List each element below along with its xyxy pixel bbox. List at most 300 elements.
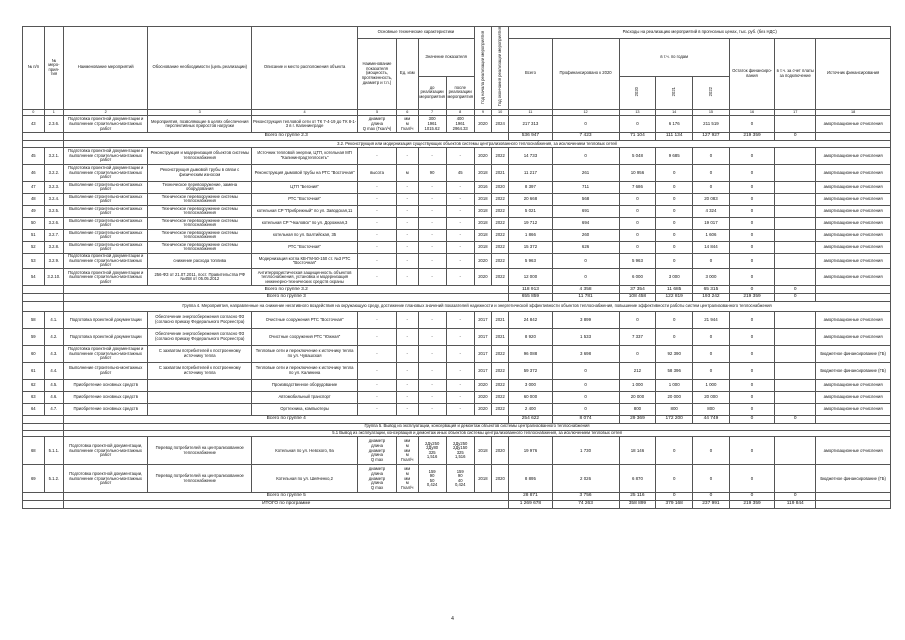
table-cell: 2022 [492, 403, 509, 415]
total-row [23, 294, 891, 302]
table-cell: мм м Гкал/ч [396, 116, 418, 133]
total-value: 28 871 [509, 493, 552, 501]
table-cell: 0 [729, 403, 774, 415]
table-cell: - [396, 269, 418, 286]
table-cell: 0 [729, 229, 774, 241]
table-cell [775, 403, 816, 415]
table-cell: - [358, 379, 397, 391]
table-cell: 0 [693, 253, 730, 269]
header-cell: Описание и место расположения объекта [252, 27, 358, 110]
table-cell: 3.2.4. [44, 193, 63, 205]
table-cell: - [358, 205, 397, 217]
table-cell: амортизационные отчисления [816, 328, 891, 345]
table-cell [148, 379, 252, 391]
table-cell: - [418, 217, 446, 229]
table-cell: 2018 [474, 164, 491, 181]
header-group: в т.ч. по годам [619, 38, 729, 76]
table-cell: 2020 [474, 391, 491, 403]
table-cell: 1 606 [693, 229, 730, 241]
table-cell: 11 217 [509, 164, 552, 181]
table-cell: - [446, 217, 474, 229]
table-cell [775, 164, 816, 181]
table-cell: 45 [446, 164, 474, 181]
table-cell: 62 [23, 379, 45, 391]
column-index: 6 [396, 109, 418, 116]
header-group: Основные технические характеристики [358, 27, 475, 39]
table-cell: диаметр длина диаметр длина Q max [358, 465, 397, 493]
table-cell: 0 [552, 147, 619, 164]
table-cell: РТС "Восточная" [252, 193, 358, 205]
header-cell: после реализации мероприятия [446, 76, 474, 109]
table-cell: С захватом потребителей к построенному источнику тепла [148, 345, 252, 362]
table-cell: - [446, 241, 474, 253]
table-cell: 5 963 [619, 253, 656, 269]
total-value: 37 354 [619, 286, 656, 294]
table-row [23, 181, 891, 193]
table-cell: амортизационные отчисления [816, 269, 891, 286]
table-cell: 19 017 [693, 217, 730, 229]
header-group: Расходы на реализацию мероприятий в прогнозных ценах, тыс. руб. (без НДС) [509, 27, 891, 39]
table-cell: 2022 [492, 269, 509, 286]
table-cell: 61 [23, 362, 45, 379]
table-cell: 4 324 [693, 205, 730, 217]
table-cell: Перевод потребителей на централизованное теплоснабжение [148, 437, 252, 465]
table-cell: Техническое перевооружение системы теплоснабжения [148, 217, 252, 229]
table-cell [775, 465, 816, 493]
table-cell: Подготовка проектной документации и выполнение строительно-монтажных работ [64, 164, 148, 181]
table-cell: Котельная по ул. Невского, 9а [252, 437, 358, 465]
table-cell: 626 [552, 241, 619, 253]
header-cell: 2021 [656, 76, 693, 109]
table-cell: 64 [23, 403, 45, 415]
total-value: 44 749 [693, 415, 730, 423]
table-cell: 19 712 [509, 217, 552, 229]
table-cell: 3.2.2. [44, 164, 63, 181]
table-cell: снижение расхода топлива [148, 253, 252, 269]
table-cell [775, 437, 816, 465]
table-cell: Выполнение строительно-монтажных работ [64, 229, 148, 241]
total-label: ИТОГО по программе [64, 501, 509, 509]
table-row [23, 328, 891, 345]
table-cell: 260 [552, 229, 619, 241]
table-cell: 4.1. [44, 311, 63, 328]
table-cell: 0 [729, 437, 774, 465]
table-cell: 2022 [492, 241, 509, 253]
section-band-row [23, 423, 891, 430]
table-row [23, 164, 891, 181]
total-row [23, 133, 891, 141]
table-row [23, 403, 891, 415]
header-cell: в т.ч. за счет платы за подключение [775, 38, 816, 109]
table-row [23, 205, 891, 217]
table-cell: Бюджетное финансирование (ГБ) [816, 362, 891, 379]
table-cell: 5 963 [509, 253, 552, 269]
table-cell: 0 [656, 164, 693, 181]
table-cell: Техническое перевооружение системы теплоснабжения [148, 193, 252, 205]
total-value: 3 756 [552, 493, 619, 501]
table-cell: 300 1961 1015.62 [418, 116, 446, 133]
table-cell: 0 [656, 465, 693, 493]
table-cell: 0 [619, 116, 656, 133]
table-cell: - [418, 328, 446, 345]
table-cell: - [446, 362, 474, 379]
table-cell: - [446, 193, 474, 205]
table-cell: - [418, 229, 446, 241]
table-cell: 0 [729, 379, 774, 391]
table-cell: 8 920 [509, 328, 552, 345]
total-value: 0 [775, 493, 816, 501]
table-cell: 7 686 [619, 181, 656, 193]
section-title: Группа 4. Мероприятия, направленные на снижение негативного воздействия на окружающую среду, достижение плановых значений показателей надежности и энергетической эффективности объектов теплоснабжения, повышение эффективности работы систем централизованного теплоснабжения [64, 301, 891, 311]
total-value: 74 263 [552, 501, 619, 509]
header-cell: Остаток финансиро-вания [729, 38, 774, 109]
table-row [23, 116, 891, 133]
table-cell: амортизационные отчисления [816, 311, 891, 328]
table-cell: 0 [729, 217, 774, 229]
column-index: 11 [509, 109, 552, 116]
table-cell: 51 [23, 229, 45, 241]
column-index: 17 [775, 109, 816, 116]
column-index: 18 [816, 109, 891, 116]
table-cell: Котельная по ул. Шевченко,2 [252, 465, 358, 493]
total-value: 0 [775, 133, 816, 141]
table-cell: 0 [656, 205, 693, 217]
total-value: 1 269 678 [509, 501, 552, 509]
table-cell: Выполнение строительно-монтажных работ [64, 205, 148, 217]
total-label: Всего по группе 3 [64, 294, 509, 302]
table-cell: амортизационные отчисления [816, 379, 891, 391]
table-cell: 3.2.5. [44, 205, 63, 217]
total-value: 0 [729, 493, 774, 501]
header-cell: 2020 [619, 76, 656, 109]
table-cell: 3 000 [656, 269, 693, 286]
table-cell: - [396, 391, 418, 403]
total-value: 7 423 [552, 133, 619, 141]
table-cell [23, 133, 64, 141]
table-cell [816, 493, 891, 501]
table-cell: - [396, 205, 418, 217]
total-value: 29 369 [619, 415, 656, 423]
total-value: 71 104 [619, 133, 656, 141]
table-cell: Подготовка проектной документации [64, 328, 148, 345]
table-cell: - [446, 379, 474, 391]
table-cell: 2017 [474, 345, 491, 362]
table-cell: 24 842 [509, 311, 552, 328]
table-cell: Выполнение строительно-монтажных работ [64, 193, 148, 205]
table-cell: 60 000 [509, 391, 552, 403]
total-value: 0 [775, 294, 816, 302]
table-cell: 2024 [492, 116, 509, 133]
table-cell: 1 000 [656, 379, 693, 391]
table-cell: 568 [552, 193, 619, 205]
table-cell: 15 372 [509, 241, 552, 253]
table-cell: амортизационные отчисления [816, 217, 891, 229]
table-cell: амортизационные отчисления [816, 229, 891, 241]
table-row [23, 311, 891, 328]
header-cell: до реализации мероприятия [418, 76, 446, 109]
table-cell [775, 269, 816, 286]
table-cell: Источник тепловой энергии, ЦТП, котельная МП "Калининградтеплосеть" [252, 147, 358, 164]
table-cell [816, 286, 891, 294]
table-cell: 2 026 [552, 465, 619, 493]
table-cell: Подготовка проектной документации и выполнение строительно-монтажных работ [64, 253, 148, 269]
table-cell: 43 [23, 116, 45, 133]
total-row [23, 415, 891, 423]
table-cell: - [418, 253, 446, 269]
column-index: 4 [252, 109, 358, 116]
table-cell: - [418, 391, 446, 403]
table-cell: - [358, 217, 397, 229]
table-cell: 53 [23, 253, 45, 269]
table-cell: - [396, 379, 418, 391]
table-cell: 3.2.3. [44, 181, 63, 193]
table-cell: 2022 [492, 345, 509, 362]
table-cell: амортизационные отчисления [816, 403, 891, 415]
table-cell: Подготовка проектной документации, выполнение строительно-монтажных работ [64, 437, 148, 465]
table-cell: 2020 [492, 465, 509, 493]
table-cell: Тепловые сети и переключение к источнику тепла по ул. Калинина [252, 362, 358, 379]
table-cell: 0 [552, 269, 619, 286]
table-cell: 59 372 [509, 362, 552, 379]
table-cell: 0 [693, 465, 730, 493]
table-cell: Производственное оборудование [252, 379, 358, 391]
table-cell: Техническое перевооружение системы теплоснабжения [148, 229, 252, 241]
column-index: 10 [492, 109, 509, 116]
table-cell: 48 [23, 193, 45, 205]
table-row [23, 269, 891, 286]
table-cell: 0 [656, 328, 693, 345]
table-cell: Подготовка проектной документации, выполнение строительно-монтажных работ [64, 465, 148, 493]
table-cell: Подготовка проектной документации и выполнение строительно-монтажных работ [64, 345, 148, 362]
table-cell: 0 [552, 253, 619, 269]
table-cell: 47 [23, 181, 45, 193]
table-cell [148, 403, 252, 415]
page-number: 4 [451, 616, 454, 622]
table-cell: 0 [729, 465, 774, 493]
table-cell: 3.2.6. [44, 217, 63, 229]
table-cell [775, 217, 816, 229]
header-cell: Наименование показателя (мощность, протяженность, диаметр и т.п.) [358, 38, 397, 109]
table-cell: 211 519 [693, 116, 730, 133]
table-cell: 20 000 [693, 391, 730, 403]
table-cell: амортизационные отчисления [816, 253, 891, 269]
table-cell [775, 391, 816, 403]
table-cell: - [396, 147, 418, 164]
section-band-row [23, 301, 891, 311]
column-index: 3 [148, 109, 252, 116]
table-cell [816, 415, 891, 423]
table-cell: Техническое перевооружение системы теплоснабжения [148, 241, 252, 253]
table-cell: амортизационные отчисления [816, 147, 891, 164]
table-cell: Реконструкция дымовой трубы на РТС "Восточная" [252, 164, 358, 181]
column-index: 1 [44, 109, 63, 116]
table-cell: 2021 [492, 164, 509, 181]
table-cell: - [418, 269, 446, 286]
table-cell: 212 [619, 362, 656, 379]
table-cell: - [446, 345, 474, 362]
table-cell: 2020 [474, 253, 491, 269]
header-cell: Год окончания реализации мероприятия [492, 27, 509, 110]
table-cell: Автомобильный транспорт [252, 391, 358, 403]
table-cell: Бюджетное финансирование (ГБ) [816, 465, 891, 493]
table-cell: 6 870 [619, 465, 656, 493]
table-cell: котельная по ул. Балтийская, 35 [252, 229, 358, 241]
header-cell: Ед. изм [396, 38, 418, 109]
table-cell: 711 [552, 181, 619, 193]
table-cell [23, 286, 64, 294]
total-value: 0 [729, 415, 774, 423]
table-cell: 2Ду250 2Ду80 325 1,516 [418, 437, 446, 465]
table-cell: 4.7. [44, 403, 63, 415]
table-cell: 3.2.7. [44, 229, 63, 241]
total-label: Всего по группе 4 [64, 415, 509, 423]
table-cell: амортизационные отчисления [816, 116, 891, 133]
table-cell: Бюджетное финансирование (ГБ) [816, 345, 891, 362]
table-cell: диаметр длина диаметр длина Q max [358, 437, 397, 465]
table-cell: 4.3. [44, 345, 63, 362]
table-cell: мм м мм м Гкал/ч [396, 437, 418, 465]
total-value: 119 844 [775, 501, 816, 509]
table-cell: - [418, 181, 446, 193]
total-value: 11 781 [552, 294, 619, 302]
table-cell: амортизационные отчисления [816, 164, 891, 181]
total-row [23, 286, 891, 294]
total-value: 0 [656, 493, 693, 501]
table-cell: Техническое перевооружение системы теплоснабжения [148, 205, 252, 217]
table-cell [775, 147, 816, 164]
table-cell: 90 [418, 164, 446, 181]
table-cell: 2022 [492, 362, 509, 379]
table-cell: - [446, 269, 474, 286]
table-cell: 2018 [474, 465, 491, 493]
table-cell: 4.2. [44, 328, 63, 345]
table-cell [23, 493, 64, 501]
header-cell: № п/п [23, 27, 45, 110]
table-cell: 12 000 [509, 269, 552, 286]
table-cell: 2020 [492, 437, 509, 465]
table-cell: 0 [656, 437, 693, 465]
total-value: 193 242 [693, 294, 730, 302]
table-cell: котельная СР "Прибрежный" по ул. Заводская,11 [252, 205, 358, 217]
table-cell: 0 [693, 362, 730, 379]
table-cell: - [358, 181, 397, 193]
header-cell: Профинансировано к 2020 [552, 38, 619, 109]
total-value: 379 168 [656, 501, 693, 509]
table-cell [775, 241, 816, 253]
table-cell: диаметр длина Q max (Гкал/ч) [358, 116, 397, 133]
table-cell: 10 956 [619, 164, 656, 181]
header-cell: 2022 [693, 76, 730, 109]
column-index: 8 [446, 109, 474, 116]
total-value: 122 819 [656, 294, 693, 302]
table-cell: 5 048 [619, 147, 656, 164]
table-cell: 19 976 [509, 437, 552, 465]
table-cell: 0 [552, 116, 619, 133]
table-cell [775, 181, 816, 193]
table-row [23, 465, 891, 493]
table-cell: 59 [23, 328, 45, 345]
table-cell: 800 [693, 403, 730, 415]
table-cell: 20 000 [656, 391, 693, 403]
table-cell: Очистные сооружения РТС "Южная" [252, 328, 358, 345]
table-cell: 0 [656, 217, 693, 229]
total-value: 0 [729, 286, 774, 294]
column-index: 14 [656, 109, 693, 116]
table-cell: - [358, 193, 397, 205]
table-cell: 4.4. [44, 362, 63, 379]
table-cell [775, 311, 816, 328]
table-cell [775, 379, 816, 391]
table-cell: 45 [23, 147, 45, 164]
table-cell: 2018 [474, 229, 491, 241]
table-cell [23, 301, 64, 311]
table-cell: 4.5. [44, 379, 63, 391]
header-cell: Всего [509, 38, 552, 109]
table-cell: 0 [656, 241, 693, 253]
table-cell: амортизационные отчисления [816, 205, 891, 217]
table-cell [23, 423, 64, 430]
table-cell: 96 088 [509, 345, 552, 362]
total-value: 219 359 [729, 501, 774, 509]
table-cell: 14 733 [509, 147, 552, 164]
table-cell: - [446, 253, 474, 269]
total-row [23, 493, 891, 501]
table-cell: 800 [619, 403, 656, 415]
table-cell: 6 000 [619, 269, 656, 286]
table-cell: - [358, 269, 397, 286]
table-cell: 0 [552, 391, 619, 403]
table-cell: - [358, 147, 397, 164]
table-cell: - [418, 205, 446, 217]
table-cell: 694 [552, 217, 619, 229]
table-cell [23, 415, 64, 423]
table-cell: - [358, 311, 397, 328]
table-cell: 58 [23, 311, 45, 328]
table-cell: - [358, 391, 397, 403]
column-index: 12 [552, 109, 619, 116]
table-cell: 261 [552, 164, 619, 181]
table-cell: 0 [729, 193, 774, 205]
table-cell: - [418, 241, 446, 253]
table-cell [775, 205, 816, 217]
table-cell: 0 [552, 362, 619, 379]
table-row [23, 362, 891, 379]
table-cell: - [418, 403, 446, 415]
table-cell: 217 313 [509, 116, 552, 133]
table-cell: Тепловые сети и переключение к источнику тепла по ул. Чувашская [252, 345, 358, 362]
table-cell: Выполнение строительно-монтажных работ [64, 241, 148, 253]
table-cell: 0 [693, 437, 730, 465]
section-title: Группа 5. Вывод из эксплуатации, консервация и демонтаж объектов системы централизованного теплоснабжения [64, 423, 891, 430]
table-cell: 3 000 [693, 269, 730, 286]
table-cell: Обеспечение энергосбережения согласно ФЗ (согласно приказу Федерального Росреестра) [148, 311, 252, 328]
section-title: 5.1 Вывод из эксплуатации, консервация и демонтаж иных объектов системы централизованного теплоснабжения, за исключением тепловых сетей [64, 430, 891, 437]
table-cell: 9 685 [656, 147, 693, 164]
table-cell: 0 [729, 241, 774, 253]
table-cell: 54 [23, 269, 45, 286]
table-cell: 2020 [474, 116, 491, 133]
total-value: 219 359 [729, 294, 774, 302]
table-cell: - [396, 362, 418, 379]
table-row [23, 379, 891, 391]
table-cell: РТС "Восточная" [252, 241, 358, 253]
table-cell: амортизационные отчисления [816, 181, 891, 193]
table-cell: 0 [729, 205, 774, 217]
section-band-row [23, 430, 891, 437]
total-value: 127 927 [693, 133, 730, 141]
table-cell: 2020 [474, 147, 491, 164]
table-cell: 2022 [492, 253, 509, 269]
